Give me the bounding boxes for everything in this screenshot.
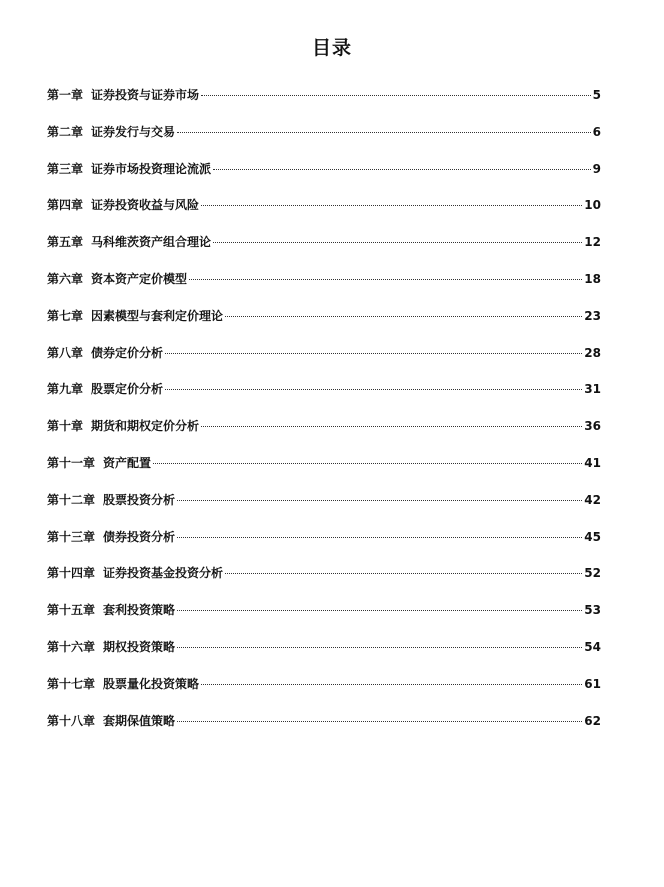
- toc-entry-title: 套期保值策略: [103, 713, 176, 728]
- toc-entry-page: 10: [584, 198, 601, 213]
- toc-entry-title: 马科维茨资产组合理论: [91, 235, 212, 250]
- toc-entry-title: 债券定价分析: [91, 345, 164, 360]
- toc-entry-page: 9: [592, 161, 601, 176]
- toc-entry-chapter: 第十五章: [47, 603, 96, 618]
- toc-leader-dots: [201, 426, 582, 427]
- toc-entry[interactable]: [47, 121, 601, 158]
- toc-entry-page: 61: [584, 676, 601, 691]
- toc-leader-dots: [177, 537, 582, 538]
- toc-entry[interactable]: [47, 231, 601, 268]
- toc-leader-dots: [213, 169, 591, 170]
- toc-entry-title: 证券市场投资理论流派: [91, 161, 212, 176]
- toc-entry-page: 12: [584, 235, 601, 250]
- toc-leader-dots: [213, 242, 582, 243]
- toc-entry[interactable]: [47, 562, 601, 599]
- toc-entry-page: 18: [584, 271, 601, 286]
- toc-entry[interactable]: [47, 84, 601, 121]
- toc-leader-dots: [177, 610, 582, 611]
- toc-entry-page: 36: [584, 419, 601, 434]
- toc-leader-dots: [201, 684, 582, 685]
- toc-entry-title: 因素模型与套利定价理论: [91, 308, 224, 323]
- toc-entry-page: 6: [592, 124, 601, 139]
- toc-leader-dots: [177, 132, 591, 133]
- toc-entry-page: 23: [584, 308, 601, 323]
- toc-entry-page: 54: [584, 639, 601, 654]
- toc-entry-page: 31: [584, 382, 601, 397]
- toc-entry-chapter: 第四章: [47, 198, 84, 213]
- toc-entry-title: 证券投资基金投资分析: [103, 566, 224, 581]
- toc-entry-chapter: 第五章: [47, 235, 84, 250]
- toc-leader-dots: [165, 389, 582, 390]
- toc-entry-page: 52: [584, 566, 601, 581]
- toc-entry-title: 套利投资策略: [103, 603, 176, 618]
- toc-entry[interactable]: [47, 268, 601, 305]
- toc-entry-page: 42: [584, 492, 601, 507]
- toc-entry-chapter: 第三章: [47, 161, 84, 176]
- toc-entry-chapter: 第八章: [47, 345, 84, 360]
- toc-entry-chapter: 第十六章: [47, 639, 96, 654]
- toc-entry-page: 41: [584, 455, 601, 470]
- toc-entry-title: 证券发行与交易: [91, 124, 176, 139]
- toc-entry-title: 债券投资分析: [103, 529, 176, 544]
- toc-entry[interactable]: [47, 489, 601, 526]
- toc-entry-title: 股票定价分析: [91, 382, 164, 397]
- toc-entry-title: 期货和期权定价分析: [91, 419, 200, 434]
- toc-entry-chapter: 第十四章: [47, 566, 96, 581]
- toc-entry-chapter: 第十七章: [47, 676, 96, 691]
- toc-leader-dots: [225, 316, 582, 317]
- toc-entry-chapter: 第十一章: [47, 455, 96, 470]
- toc-entry[interactable]: [47, 673, 601, 710]
- toc-entry[interactable]: [47, 415, 601, 452]
- toc-entry-page: 45: [584, 529, 601, 544]
- toc-entry[interactable]: [47, 452, 601, 489]
- toc-entry-chapter: 第十三章: [47, 529, 96, 544]
- toc-leader-dots: [153, 463, 582, 464]
- toc-leader-dots: [165, 353, 582, 354]
- toc-leader-dots: [177, 647, 582, 648]
- toc-entry-title: 证券投资收益与风险: [91, 198, 200, 213]
- toc-entry-title: 资本资产定价模型: [91, 271, 188, 286]
- toc-entry-chapter: 第六章: [47, 271, 84, 286]
- toc-entry[interactable]: [47, 636, 601, 673]
- toc-entry-chapter: 第一章: [47, 88, 84, 102]
- toc-entry[interactable]: [47, 194, 601, 231]
- toc-entry-chapter: 第十八章: [47, 713, 96, 728]
- toc-entry[interactable]: [47, 710, 601, 747]
- toc-entry-chapter: 第九章: [47, 382, 84, 397]
- toc-entry-title: 股票量化投资策略: [103, 676, 200, 691]
- toc-entry-title: 股票投资分析: [103, 492, 176, 507]
- toc-entry-page: 5: [592, 88, 601, 102]
- toc-entry-page: 62: [584, 713, 601, 728]
- toc-entry[interactable]: [47, 342, 601, 379]
- toc-entry[interactable]: [47, 378, 601, 415]
- toc-entry-page: 53: [584, 603, 601, 618]
- toc-entry-title: 期权投资策略: [103, 639, 176, 654]
- toc-entry[interactable]: [47, 305, 601, 342]
- toc-list: [47, 84, 601, 746]
- toc-title: 目录: [311, 37, 352, 59]
- toc-entry[interactable]: [47, 158, 601, 195]
- toc-entry[interactable]: [47, 526, 601, 563]
- toc-leader-dots: [177, 500, 582, 501]
- toc-entry[interactable]: [47, 599, 601, 636]
- toc-entry-chapter: 第十章: [47, 419, 84, 434]
- toc-leader-dots: [201, 95, 591, 96]
- toc-leader-dots: [189, 279, 582, 280]
- toc-entry-page: 28: [584, 345, 601, 360]
- toc-leader-dots: [177, 721, 582, 722]
- toc-leader-dots: [225, 573, 582, 574]
- toc-entry-title: 证券投资与证券市场: [91, 88, 200, 102]
- toc-leader-dots: [201, 205, 582, 206]
- toc-entry-chapter: 第十二章: [47, 492, 96, 507]
- toc-entry-chapter: 第七章: [47, 308, 84, 323]
- toc-entry-title: 资产配置: [103, 455, 152, 470]
- toc-entry-chapter: 第二章: [47, 124, 84, 139]
